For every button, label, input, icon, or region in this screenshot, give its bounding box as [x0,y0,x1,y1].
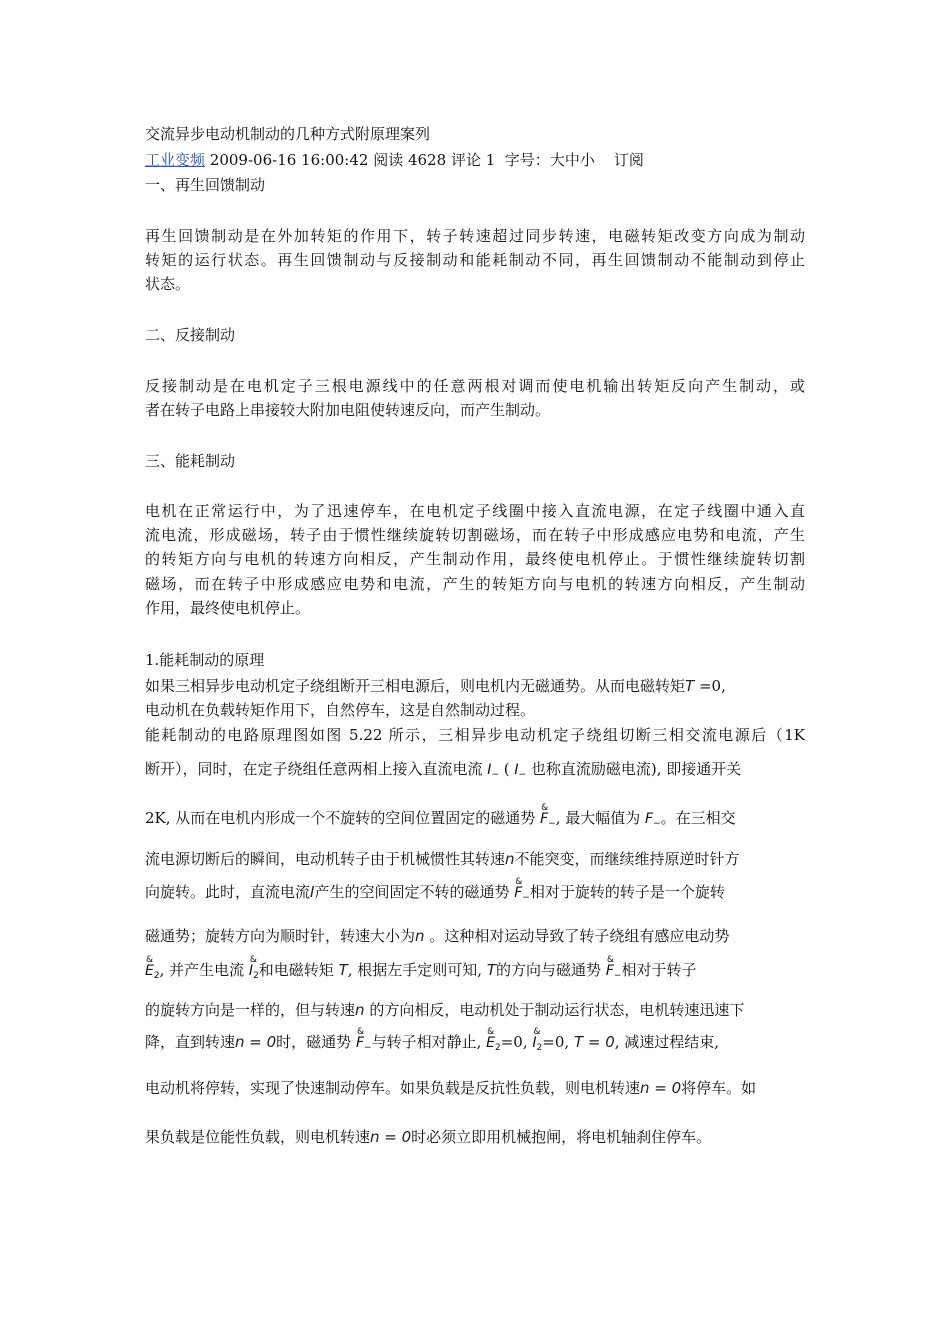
symbol-E2: & $E_2$ [145,955,160,981]
section-1-line-1: 再生回馈制动是在外加转矩的作用下，转子转速超过同步转速，电磁转矩改变方向成为制动 [145,227,805,245]
symbol-T: T [685,677,695,695]
symbol-n-eq-0-3: n = 0 [370,1128,412,1146]
section-3-heading: 三、能耗制动 [145,452,236,470]
section-1-heading: 一、再生回馈制动 [145,176,266,194]
symbol-T-3: T [486,961,497,979]
symbol-n-2: n [415,927,425,945]
symbol-E2-2: & $E_2$ [486,1027,501,1053]
symbol-F-vector: & $F_-$ [540,803,556,829]
section-1-line-3: 状态。 [145,275,191,293]
symbol-T-eq-0: T = 0 [573,1033,615,1051]
principle-line-3: 能耗制动的电路原理图如图 5.22 所示，三相异步电动机定子绕组切断三相交流电源后（1K [145,726,805,744]
section-2-heading: 二、反接制动 [145,326,236,344]
principle-line-12: 电动机将停转，实现了快速制动停车。如果负载是反抗性负载，则电机转速n = 0将停车。如 [145,1079,757,1097]
section-3-line-4: 磁场，而在转子中形成感应电势和电流，产生的转矩方向与电机的转速方向相反，产生制动 [145,575,805,593]
principle-line-10: 的旋转方向是一样的，但与转速n 的方向相反，电动机处于制动运行状态，电机转速迅速下 [145,1001,745,1019]
comment-count[interactable]: 评论 1 [450,151,496,169]
view-count: 阅读 4628 [373,151,447,169]
principle-line-7: 向旋转。此时，直流电流I产生的空间固定不转的磁通势 & $F_-$相对于旋转的转子是一个旋转 [145,877,725,903]
symbol-n-3: n [355,1001,365,1019]
principle-line-5: 2K, 从而在电机内形成一个不旋转的空间位置固定的磁通势 & $F_-$, 最大幅值为 $F_-$。在三相交 [145,803,736,829]
article-title: 交流异步电动机制动的几种方式附原理案列 [145,125,431,143]
symbol-T-2: T [338,961,348,979]
font-size-options[interactable]: 大中小 [549,151,595,169]
principle-heading: 1.能耗制动的原理 [145,651,265,669]
symbol-F-vector-2: & $F_-$ [514,877,530,903]
section-3-line-1: 电机在正常运行中，为了迅速停车，在电机定子线圈中接入直流电源，在定子线圈中通入直 [145,502,805,520]
symbol-F-vector-3: & $F_-$ [605,955,622,981]
symbol-I-dc-2: $I_-$ [514,762,527,780]
symbol-n-eq-0: n = 0 [235,1033,277,1051]
font-size-label: 字号： [504,151,550,169]
symbol-I-dc: $I_-$ [487,762,499,780]
subscribe-link[interactable]: 订阅 [613,151,644,169]
section-2-line-1: 反接制动是在电机定子三根电源线中的任意两根对调而使电机输出转矩反向产生制动，或 [145,377,805,395]
symbol-n-eq-0-2: n = 0 [640,1079,682,1097]
symbol-I2: & $I_2$ [248,955,259,981]
principle-line-9: & $E_2$, 并产生电流 & $I_2$和电磁转矩 T, 根据左手定则可知, T的方向与磁通势 & $F_-$相对于转子 [145,955,697,981]
principle-line-8: 磁通势；旋转方向为顺时针，转速大小为n 。这种相对运动导致了转子绕组有感应电动势 [145,927,730,945]
section-3-line-2: 流电流，形成磁场，转子由于惯性继续旋转切割磁场，而在转子中形成感应电势和电流，产生 [145,526,805,544]
principle-line-11: 降，直到转速n = 0时，磁通势 & $F_-$与转子相对静止, & $E_2=0$, & $I_2=0$, T = 0, 减速过程结束, [145,1027,720,1053]
principle-line-6: 流电源切断后的瞬间，电动机转子由于机械惯性其转速n不能突变，而继续维持原逆时针方 [145,850,740,868]
symbol-n: n [505,850,515,868]
section-2-line-2: 者在转子电路上串接较大附加电阻使转速反向，而产生制动。 [145,401,551,419]
section-3-line-3: 的转矩方向与电机的转速方向相反，产生制动作用，最终使电机停止。于惯性继续旋转切割 [145,550,805,568]
symbol-F-max: $F_-$ [645,811,661,829]
symbol-I: I [310,883,315,901]
principle-line-4: 断开），同时，在定子绕组任意两相上接入直流电流 $I_-$ ( $I_-$ 也称直流励磁电流), 即接通开关 [145,760,742,780]
category-link[interactable]: 工业变频 [145,151,206,169]
principle-line-1: 如果三相异步电动机定子绕组断开三相电源后，则电机内无磁通势。从而电磁转矩T =0, [145,677,726,695]
section-3-line-5: 作用，最终使电机停止。 [145,599,311,617]
principle-line-2: 电动机在负载转矩作用下，自然停车，这是自然制动过程。 [145,701,536,719]
symbol-F-vector-4: & $F_-$ [355,1027,372,1053]
section-1-line-2: 转矩的运行状态。再生回馈制动与反接制动和能耗制动不同，再生回馈制动不能制动到停止 [145,251,805,269]
principle-line-13: 果负载是位能性负载，则电机转速n = 0时必须立即用机械抱闸，将电机轴刹住停车。 [145,1128,712,1146]
post-datetime: 2009-06-16 16:00:42 [209,151,369,169]
symbol-I2-2: & $I_2$ [532,1027,543,1053]
article-meta [145,150,644,170]
